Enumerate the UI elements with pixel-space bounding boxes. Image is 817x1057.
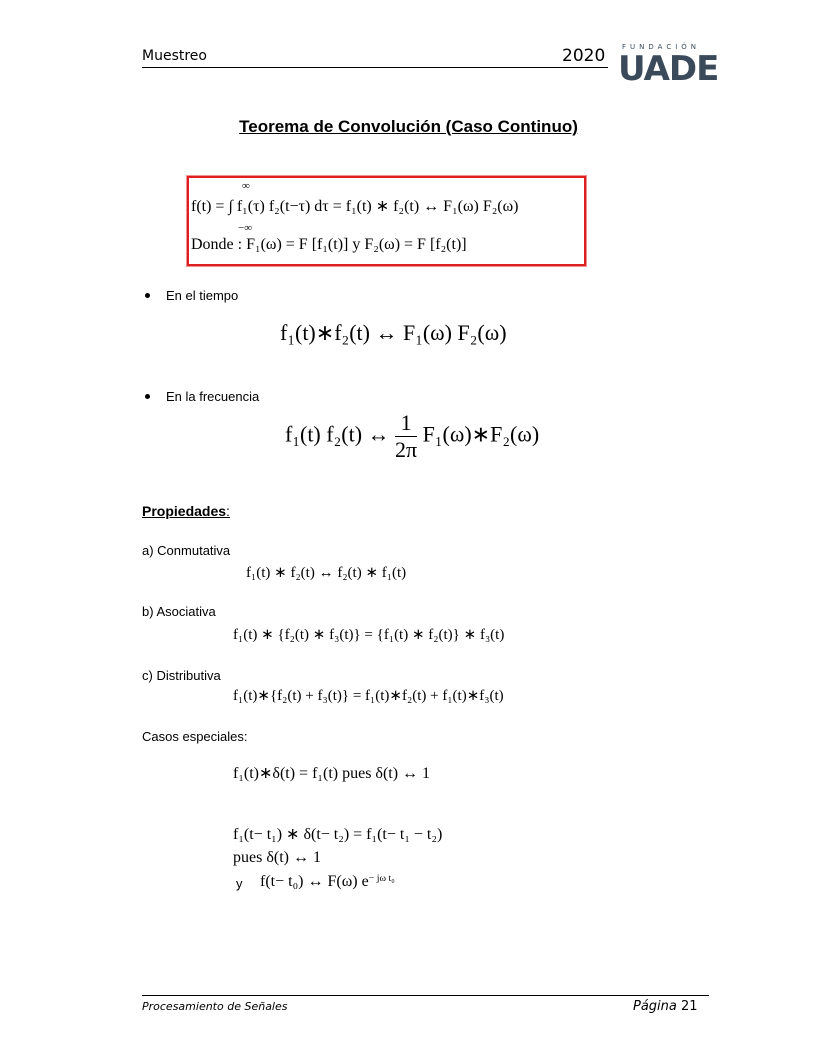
property-commutative-formula: f₁(t) ∗ f₂(t) ↔ f₂(t) ∗ f₁(t) [246,565,407,581]
bullet-dot [145,293,150,298]
header-divider [142,67,608,68]
bullet-dot [145,394,150,399]
bullet-time-domain [145,288,238,303]
time-domain-formula: f₁(t)∗f₂(t) ↔ F₁(ω) F₂(ω) [280,320,507,345]
property-associative-label: b) Asociativa [142,604,216,619]
fraction-one-over-two-pi [395,410,417,463]
fraction-denominator: 2π [395,437,418,462]
special-case-time-shift [260,873,395,891]
header-year: 2020 [562,46,606,66]
footer-page-label: Página [633,999,677,1014]
definition-formula: f(t) = ∫ f₁(τ) f₂(t−τ) dτ = f₁(t) ∗ f₂(t) ↔ F₁(ω) F₂(ω) [191,198,519,215]
time-shift-formula: f(t− t₀) ↔ F(ω) e [260,873,369,890]
fraction-numerator: 1 [395,410,417,437]
special-case-delta: f₁(t)∗δ(t) = f₁(t) pues δ(t) ↔ 1 [233,765,431,782]
bullet-frequency-domain [145,389,259,404]
bullet-label: En la frecuencia [166,389,260,404]
footer-page [633,999,698,1014]
footer-divider [142,995,709,996]
special-cases-label: Casos especiales: [142,729,248,744]
footer-page-number: 21 [681,999,698,1014]
property-distributive-label: c) Distributiva [142,668,221,683]
integral-upper-limit: ∞ [242,180,250,192]
special-case-shift: f₁(t− t₁) ∗ δ(t− t₂) = f₁(t− t₁ − t₂) [233,826,443,843]
logo-subtitle: FUNDACIÓN [622,43,701,51]
special-case-y: y [236,876,243,891]
special-case-since: pues δ(t) ↔ 1 [233,849,321,866]
property-commutative-label: a) Conmutativa [142,543,231,558]
freq-formula-left: f₁(t) f₂(t) ↔ [285,421,390,447]
property-distributive-formula: f₁(t)∗{f₂(t) + f₃(t)} = f₁(t)∗f₂(t) + f₁(t)∗f₃(t) [233,688,504,704]
property-associative-formula: f₁(t) ∗ {f₂(t) ∗ f₃(t)} = {f₁(t) ∗ f₂(t)} ∗ f₃(t) [233,627,505,643]
freq-formula-right: F₁(ω)∗F₂(ω) [422,421,540,447]
header-section-title: Muestreo [142,48,207,64]
time-shift-exponent: − jω t₀ [368,873,395,885]
definition-where: Donde : F₁(ω) = F [f₁(t)] y F₂(ω) = F [f₂(t)] [191,236,467,253]
footer-course: Procesamiento de Señales [142,1000,288,1013]
page-title: Teorema de Convolución (Caso Continuo) [239,117,578,136]
bullet-label: En el tiempo [166,288,239,303]
integral-lower-limit: −∞ [238,222,253,234]
logo-uade: UADE [618,49,719,89]
properties-heading: Propiedades: [142,503,230,519]
properties-heading-text: Propiedades [142,503,227,519]
frequency-domain-formula [285,410,539,463]
